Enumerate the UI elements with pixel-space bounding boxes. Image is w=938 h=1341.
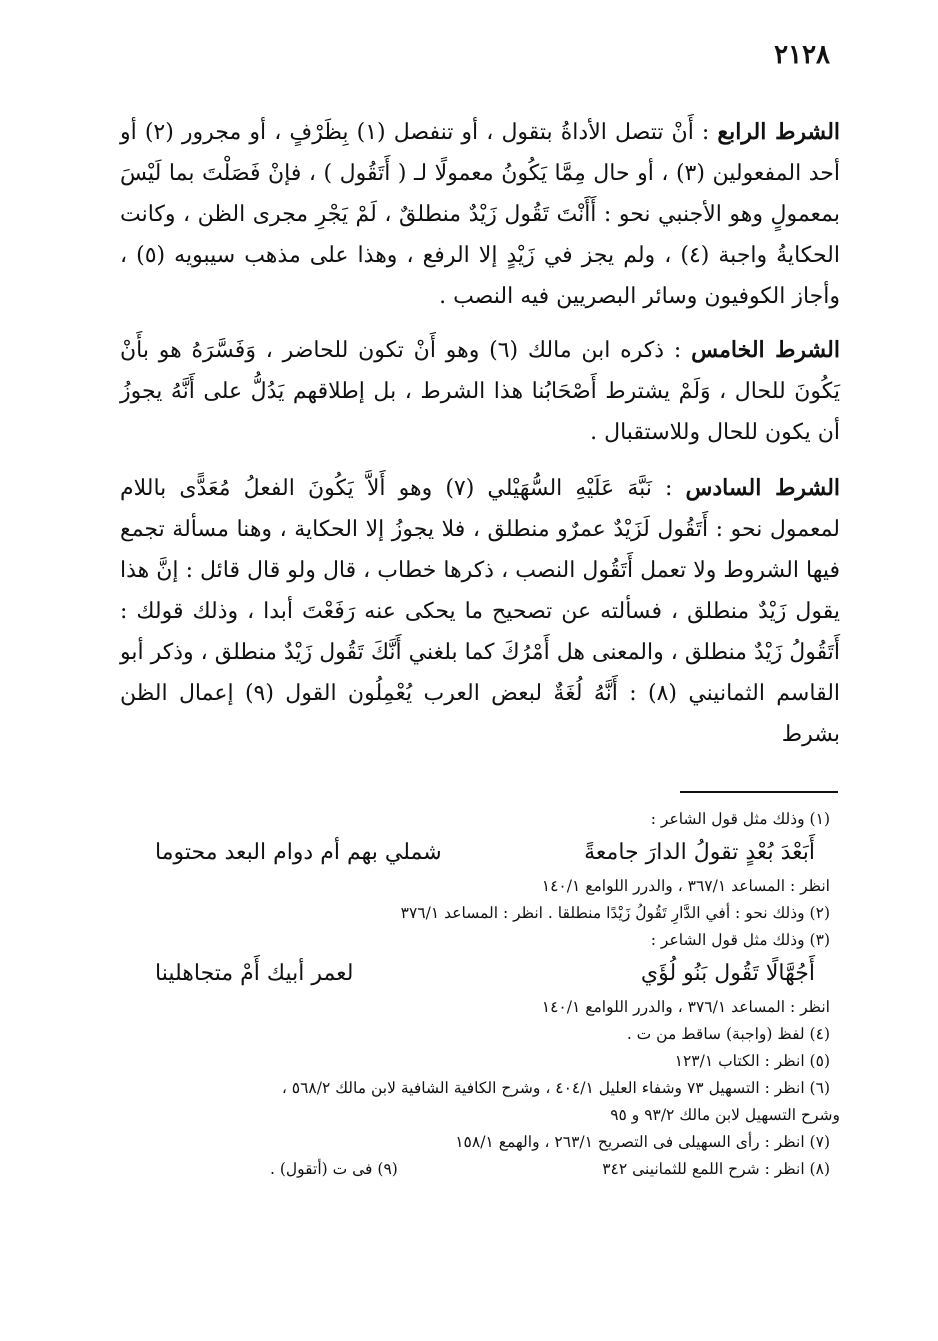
footnote-3-reference: انظر : المساعد ٣٧٦/١ ، والدرر اللوامع ١٤٠/١ <box>541 998 830 1016</box>
footnote-5: (٥) انظر : الكتاب ١٢٣/١ <box>674 1052 830 1070</box>
paragraph-condition-6 <box>120 468 840 755</box>
footnote-4: (٤) لفظ (واجبة) ساقط من ت . <box>626 1025 830 1043</box>
footnote-6: (٦) انظر : التسهيل ٧٣ وشفاء العليل ٤٠٤/١ ، وشرح الكافية الشافية لابن مالك ٥٦٨/٢ ، <box>281 1079 830 1097</box>
footnote-6-continued: وشرح التسهيل لابن مالك ٩٣/٢ و ٩٥ <box>610 1106 840 1124</box>
footnote-1-verse <box>155 833 840 873</box>
main-text <box>120 112 840 768</box>
footnote-row-8-9 <box>270 1156 840 1183</box>
footnote-separator <box>680 791 838 793</box>
footnote-9: (٩) فى ت (أتقول) . <box>270 1160 398 1178</box>
verse-second-hemistich: لعمر أبيك أَمْ متجاهلينا <box>155 961 354 986</box>
condition-heading: الشرط الخامس <box>691 337 841 363</box>
footnote-8: (٨) انظر : شرح اللمع للثمانينى ٣٤٢ <box>602 1160 830 1178</box>
footnotes <box>130 806 840 1183</box>
footnote-3-intro: (٣) وذلك مثل قول الشاعر : <box>650 931 830 949</box>
paragraph-condition-5 <box>120 330 840 453</box>
verse-second-hemistich: شملي بهم أم دوام البعد محتوما <box>155 840 442 865</box>
footnote-3-verse <box>145 954 840 994</box>
paragraph-condition-4 <box>120 112 840 317</box>
verse-first-hemistich: أَبَعْدَ بُعْدٍ تقولُ الدارَ جامعةً <box>584 840 815 865</box>
paragraph-body: : ذكره ابن مالك (٦) وهو أَنْ تكون للحاضر ، وَفَسَّرَهُ هو بأَنْ يَكُونَ للحال ، وَلَمْ يشترط أَصْحَابُنا هذا الشرط ، بل إطلاقهم يَدُلُّ على أَنَّهُ يجوزُ أن يكون للحال وللاستقبال . <box>120 338 840 445</box>
condition-heading: الشرط الرابع <box>717 119 841 145</box>
footnote-1-intro: (١) وذلك مثل قول الشاعر : <box>650 810 830 828</box>
footnote-1-reference: انظر : المساعد ٣٦٧/١ ، والدرر اللوامع ١٤٠/١ <box>541 877 830 895</box>
condition-heading: الشرط السادس <box>685 475 841 501</box>
paragraph-body: : نَبَّهَ عَلَيْهِ السُّهَيْلي (٧) وهو أَلاَّ يَكُونَ الفعلُ مُعَدًّى باللام لمعمول نحو : أَتَقُول لَزَيْدٌ عمرٌو منطلق ، فلا يجوزُ إلا الحكاية ، وهنا مسألة تجمع فيها الشروط ولا تعمل أَتَقُول النصب ، ذكرها خطاب ، قال ولو قال قائل : إنَّ هذا يقول زَيْدٌ منطلق ، فسألته عن تصحيح ما يحكى عنه رَفَعْتَ أبدا ، وذلك قولك : أَتَقُولُ زَيْدٌ منطلق ، والمعنى هل أَمْرُكَ كما بلغني أَنَّكَ تَقُول زَيْدٌ منطلق ، وذكر أبو القاسم الثمانيني (٨) : أَنَّهُ لُغَةٌ لبعض العرب يُعْمِلُون القول (٩) إعمال الظن بشرط <box>120 476 841 747</box>
footnote-2: (٢) وذلك نحو : أفي الدَّارِ تَقُولُ زَيْدًا منطلقا . انظر : المساعد ٣٧٦/١ <box>400 904 830 922</box>
page-number: ٢١٢٨ <box>774 40 830 70</box>
footnote-7: (٧) انظر : رأى السهيلى فى التصريح ٢٦٣/١ ، والهمع ١٥٨/١ <box>455 1133 830 1151</box>
verse-first-hemistich: أَجُهَّالًا تَقُول بَنُو لُؤَي <box>640 961 815 986</box>
paragraph-body: : أَنْ تتصل الأداةُ بتقول ، أو تنفصل (١) بِظَرْفٍ ، أو مجرور (٢) أو أحد المفعولين (٣) ، أو حال مِمَّا يَكُونُ معمولًا لـ ( أَتَقُول ) ، فإنْ فَصَلْتَ بما لَيْسَ بمعمولٍ وهو الأجنبي نحو : أَأَنْتَ تَقُول زَيْدٌ منطلقٌ ، لَمْ يَجْرِ مجرى الظن ، وكانت الحكايةُ واجبة (٤) ، ولم يجز في زَيْدٍ إلا الرفع ، وهذا على مذهب سيبويه (٥) ، وأجاز الكوفيون وسائر البصريين فيه النصب . <box>120 120 840 309</box>
